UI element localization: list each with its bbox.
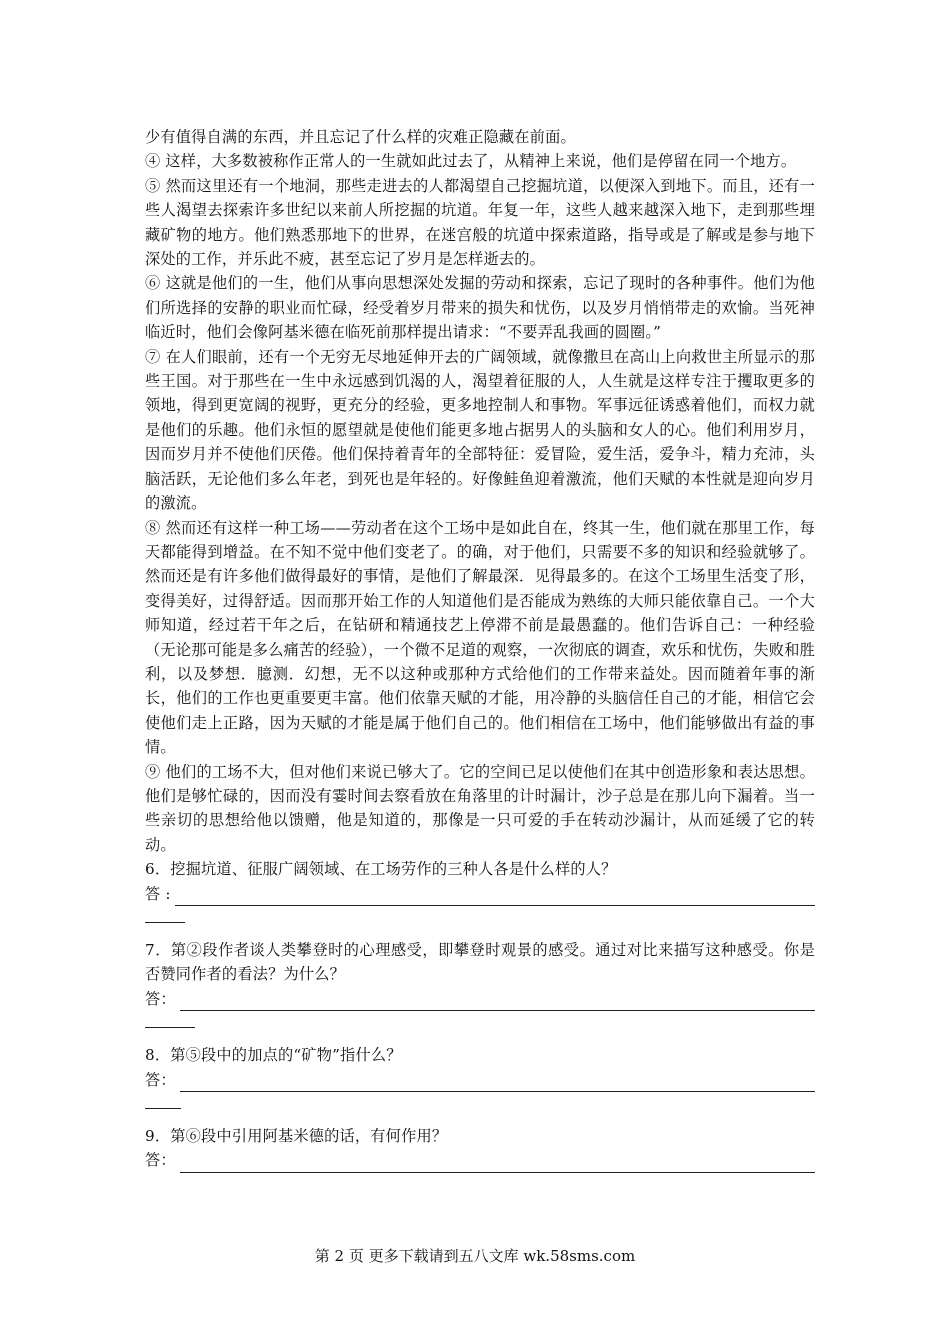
answer-line-8[interactable]: [145, 1068, 815, 1092]
question-7: [145, 938, 815, 1035]
answer-blank-tail: [145, 1092, 181, 1109]
answer-label: 答：: [145, 989, 176, 1008]
answer-blank: [180, 992, 815, 1011]
paragraph-5: ⑤ 然而这里还有一个地洞，那些走进去的人都渴望自己挖掘坑道，以便深入到地下。而且，还有一些人渴望去探索许多世纪以来前人所挖掘的坑道。年复一年，这些人越来越深入地下，走到那些埋藏矿物的地方。他们熟悉那地下的世界，在迷宫般的坑道中探索道路，指导或是了解或是参与地下深处的工作，并乐此不疲，甚至忘记了岁月是怎样逝去的。: [145, 176, 815, 269]
answer-blank: [180, 1073, 815, 1092]
answer-blank-tail: [145, 906, 185, 923]
answer-label: 答 :: [145, 884, 171, 903]
paragraph-7: ⑦ 在人们眼前，还有一个无穷无尽地延伸开去的广阔领域，就像撒旦在高山上向救世主所显示的那些王国。对于那些在一生中永远感到饥渴的人，渴望着征服的人，人生就是这样专注于攫取更多的领地，得到更宽阔的视野，更充分的经验，更多地控制人和事物。军事远征诱惑着他们，而权力就是他们的乐趣。他们永恒的愿望就是使他们能更多地占据男人的头脑和女人的心。他们利用岁月，因而岁月并不使他们厌倦。他们保持着青年的全部特征：爱冒险，爱生活，爱争斗，精力充沛，头脑活跃，无论他们多么年老，到死也是年轻的。好像鲑鱼迎着激流，他们天赋的本性就是迎向岁月的激流。: [145, 347, 815, 513]
question-6: [145, 857, 815, 930]
question-8-text: 8．第⑤段中的加点的“矿物”指什么？: [145, 1046, 402, 1065]
paragraph-9: ⑨ 他们的工场不大，但对他们来说已够大了。它的空间已足以使他们在其中创造形象和表达思想。他们是够忙碌的，因而没有霎时间去察看放在角落里的计时漏计，沙子总是在那儿向下漏着。当一些亲切的思想给他以馈赠，他是知道的，那像是一只可爱的手在转动沙漏计，从而延缓了它的转动。: [145, 762, 815, 854]
paragraph-4: ④ 这样，大多数被称作正常人的一生就如此过去了，从精神上来说，他们是停留在同一个地方。: [145, 152, 797, 171]
answer-line-7[interactable]: [145, 987, 815, 1011]
question-9-text: 9．第⑥段中引用阿基米德的话，有何作用？: [145, 1127, 448, 1146]
answer-label: 答：: [145, 1151, 176, 1170]
question-9: [145, 1124, 815, 1173]
answer-line-9[interactable]: [145, 1148, 815, 1172]
paragraph-8: ⑧ 然而还有这样一种工场——劳动者在这个工场中是如此自在，终其一生，他们就在那里工作，每天都能得到增益。在不知不觉中他们变老了。的确，对于他们，只需要不多的知识和经验就够了。然而还是有许多他们做得最好的事情，是他们了解最深．见得最多的。在这个工场里生活变了形，变得美好，过得舒适。因而那开始工作的人知道他们是否能成为熟练的大师只能依靠自己。一个大师知道，经过若干年之后，在钻研和精通技艺上停滞不前是最愚蠢的。他们告诉自己：一种经验（无论那可能是多么痛苦的经验），一个微不足道的观察，一次彻底的调查，欢乐和忧伤，失败和胜利，以及梦想．臆测．幻想，无不以这种或那种方式给他们的工作带来益处。因而随着年事的渐长，他们的工作也更重要更丰富。他们依靠天赋的才能，用冷静的头脑信任自己的才能，相信它会使他们走上正路，因为天赋的才能是属于他们自己的。他们相信在工场中，他们能够做出有益的事情。: [145, 518, 815, 757]
question-7-text: 7．第②段作者谈人类攀登时的心理感受，即攀登时观景的感受。通过对比来描写这种感受。你是否赞同作者的看法？为什么？: [145, 941, 815, 984]
answer-blank: [175, 887, 815, 906]
page-footer: 第 2 页 更多下载请到五八文库 wk.58sms.com: [314, 1247, 636, 1265]
answer-line-6[interactable]: [145, 882, 815, 906]
answer-blank: [180, 1154, 815, 1173]
paragraph-6: ⑥ 这就是他们的一生，他们从事向思想深处发掘的劳动和探索，忘记了现时的各种事件。他们为他们所选择的安静的职业而忙碌，经受着岁月带来的损失和忧伤，以及岁月悄悄带走的欢愉。当死神临近时，他们会像阿基米德在临死前那样提出请求：“不要弄乱我画的圆圈。”: [145, 274, 815, 342]
answer-label: 答：: [145, 1070, 176, 1089]
page-body: [145, 125, 815, 1173]
question-8: [145, 1043, 815, 1116]
paragraph-3-tail: 少有值得自满的东西，并且忘记了什么样的灾难正隐藏在前面。: [145, 128, 576, 146]
question-6-text: 6．挖掘坑道、征服广阔领域、在工场劳作的三种人各是什么样的人？: [145, 860, 617, 879]
answer-blank-tail: [145, 1011, 195, 1028]
